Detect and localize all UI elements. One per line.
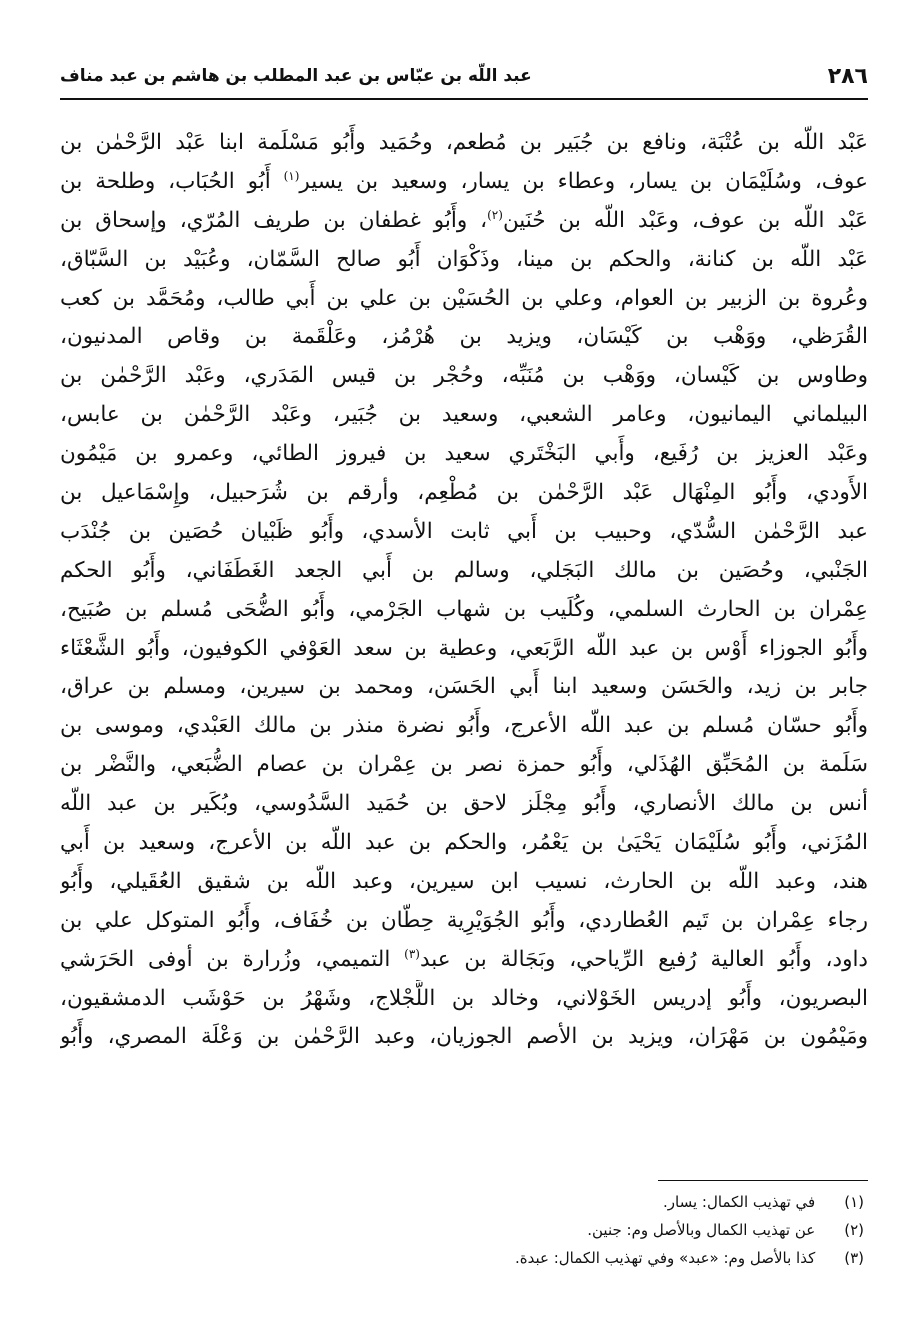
text-line: البصريون، وأَبُو إدريس الخَوْلاني، وخالد بن اللَّجْلاج، وشَهْرُ بن حَوْشَب الدمشقيون، — [60, 985, 868, 1011]
footnote — [60, 1244, 864, 1272]
footnote-marker: (٣) — [404, 946, 420, 961]
text-line: أنس بن مالك الأنصاري، وأَبُو مِجْلَز لاحق بن حُمَيد السَّدُوسي، وبُكَير بن عبد اللّه — [60, 791, 868, 817]
text-line: المُزَني، وأَبُو سُلَيْمَان يَحْيَىٰ بن يَعْمُر، والحكم بن عبد اللّه بن الأعرج، وسعيد بن أَبي — [60, 830, 868, 856]
text-line: القُرَظي، ووَهْب بن كَيْسَان، ويزيد بن هُرْمُز، وعَلْقَمة بن وقاص المدنيون، — [60, 324, 868, 350]
footnote-text: عن تهذيب الكمال وبالأصل وم: جنين. — [587, 1221, 816, 1239]
page-header — [60, 62, 868, 100]
text-line: هند، وعبد اللّه بن الحارث، نسيب ابن سيرين، وعبد اللّه بن شقيق العُقَيلي، وأَبُو — [60, 868, 868, 894]
text-segment: التميمي، وزُرارة بن أوفى الحَرَشي — [60, 946, 391, 972]
text-line: عَبْد اللّه بن عُتْبَة، ونافع بن جُبَير بن مُطعم، وحُمَيد وأَبُو مَسْلَمة ابنا عَبْد الرَّحْمٰن بن — [60, 130, 868, 155]
text-line: وعُروة بن الزبير بن العوام، وعلي بن الحُسَيْن بن علي بن أَبي طالب، ومُحَمَّد بن كعب — [60, 285, 868, 311]
footnote — [60, 1188, 864, 1216]
running-title: عبد اللّه بن عبّاس بن عبد المطلب بن هاشم بن عبد مناف — [60, 66, 532, 86]
footnote-number: (٢) — [844, 1221, 864, 1239]
text-line — [60, 202, 868, 241]
footnote-text: كذا بالأصل وم: «عبد» وفي تهذيب الكمال: عبدة. — [514, 1249, 816, 1267]
text-line: عَبْد اللّه بن كنانة، والحكم بن مينا، وذَكْوَان أَبُو صالح السَّمّان، وعُبَيْد بن السَّبّاق، — [60, 246, 868, 272]
footnote-marker: (٢) — [487, 207, 503, 222]
text-line: الجَنْبي، وحُصَين بن مالك البَجَلي، وسالم بن أَبي الجعد الغَطَفَاني، وأَبُو الحكم — [60, 557, 868, 583]
text-segment: عَبْد اللّه بن عوف، وعَبْد اللّه بن حُنَين — [502, 207, 868, 233]
text-line: وعَبْد العزيز بن رُفَيع، وأَبي البَخْتَري سعيد بن فيروز الطائي، وعمرو بن مَيْمُون — [60, 441, 868, 467]
text-line — [60, 163, 868, 202]
text-line: الأَودي، وأَبُو المِنْهَال عَبْد الرَّحْمٰن بن مُطْعِم، وأرقم بن شُرَحبيل، وإِسْمَاعيل بن — [60, 480, 868, 506]
text-line: عبد الرَّحْمٰن السُّدّي، وحبيب بن أَبي ثابت الأسدي، وأَبُو ظَبْيان حُصَين بن جُنْدَب — [60, 518, 868, 544]
text-segment: ، وأَبُو غطفان بن طريف المُرّي، وإسحاق بن — [60, 207, 488, 233]
text-line: رجاء عِمْران بن تَيم العُطاردي، وأَبُو الجُوَيْرِية حِطّان بن خُفَاف، وأَبُو المتوكل علي بن — [60, 907, 868, 933]
text-line — [60, 941, 868, 980]
text-line: ومَيْمُون بن مَهْرَان، ويزيد بن الأصم الجوزيان، وعبد الرَّحْمٰن بن وَعْلَة المصري، وأَبُو — [60, 1024, 868, 1050]
text-line: جابر بن زيد، والحَسَن وسعيد ابنا أَبي الحَسَن، ومحمد بن سيرين، ومسلم بن عراق، — [60, 674, 868, 700]
footnote-text: في تهذيب الكمال: يسار. — [663, 1193, 816, 1211]
main-text — [60, 124, 868, 1057]
footnotes — [60, 1188, 864, 1272]
text-line: البيلماني اليمانيون، وعامر الشعبي، وسعيد بن جُبَير، وعَبْد الرَّحْمٰن بن عابس، — [60, 402, 868, 428]
text-line: سَلَمة بن المُحَبِّق الهُذَلي، وأَبُو حمزة نصر بن عِمْران بن عصام الضُّبَعي، والنَّضْر بن — [60, 752, 868, 778]
footnote-number: (١) — [844, 1193, 864, 1211]
text-segment: داود، وأَبُو العالية رُفيع الرِّياحي، وبَجَالة بن عبد — [419, 946, 868, 972]
text-line: وأَبُو حسّان مُسلم بن عبد اللّه الأعرج، وأَبُو نضرة منذر بن مالك العَبْدي، وموسى بن — [60, 713, 868, 739]
footnote-marker: (١) — [283, 168, 300, 183]
text-line: عِمْران بن الحارث السلمي، وكُلَيب بن شهاب الجَرْمي، وأَبُو الضُّحَى مُسلم بن صُبَيح، — [60, 596, 868, 622]
footnote — [60, 1216, 864, 1244]
text-segment: عوف، وسُلَيْمَان بن يسار، وعطاء بن يسار، وسعيد بن يسير — [299, 168, 868, 194]
footnote-separator — [658, 1180, 868, 1181]
footnote-number: (٣) — [844, 1249, 864, 1267]
page-number: ٢٨٦ — [827, 64, 868, 89]
text-line: وطاوس بن كَيْسان، ووَهْب بن مُنَبِّه، وحُجْر بن قيس المَدَري، وعَبْد الرَّحْمٰن بن — [60, 363, 868, 389]
text-segment: أَبُو الحُبَاب، وطلحة بن — [60, 168, 271, 194]
text-line: وأَبُو الجوزاء أَوْس بن عبد اللّه الرَّبَعي، وعطية بن سعد العَوْفي الكوفيون، وأَبُو الشَّعْثَاء — [60, 635, 868, 661]
